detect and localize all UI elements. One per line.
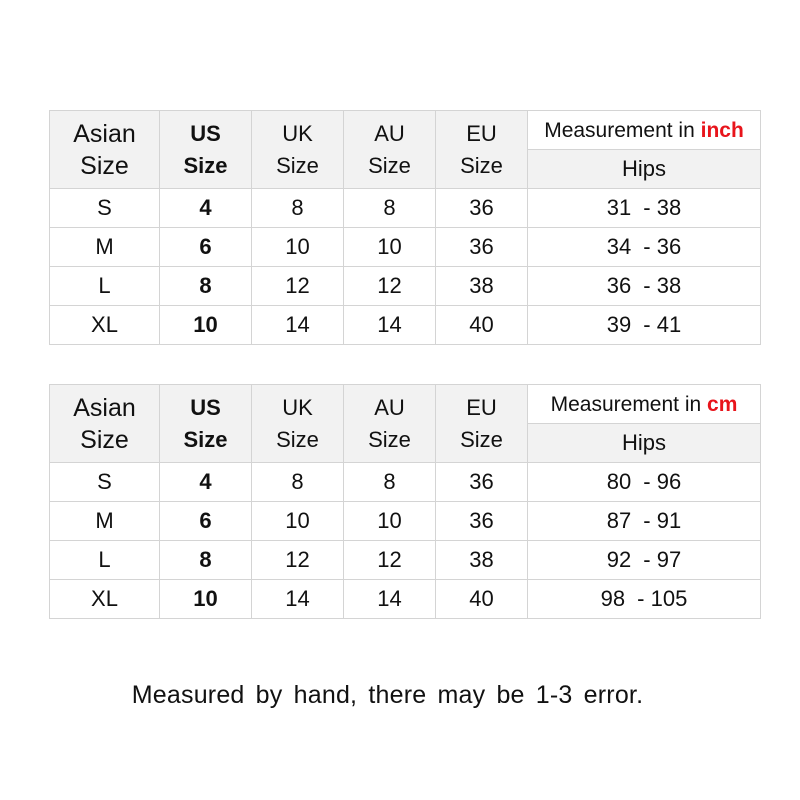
hips-range-cell: 36 - 38: [528, 267, 761, 306]
eu-size-cell: 36: [436, 189, 528, 228]
eu-size-cell: 36: [436, 463, 528, 502]
hips-range-cell: 31 - 38: [528, 189, 761, 228]
asian-size-cell: XL: [50, 580, 160, 619]
us-size-cell: 6: [160, 502, 252, 541]
eu-size-header: EU Size: [436, 385, 528, 463]
uk-size-cell: 12: [252, 541, 344, 580]
au-size-cell: 8: [344, 189, 436, 228]
uk-size-cell: 10: [252, 502, 344, 541]
uk-size-cell: 14: [252, 580, 344, 619]
au-size-cell: 8: [344, 463, 436, 502]
unit-label: cm: [707, 392, 738, 416]
uk-size-header: UK Size: [252, 111, 344, 189]
asian-size-cell: M: [50, 502, 160, 541]
uk-size-cell: 8: [252, 189, 344, 228]
au-size-cell: 12: [344, 541, 436, 580]
au-size-header: AU Size: [344, 111, 436, 189]
header-row: [50, 111, 761, 150]
asian-size-cell: S: [50, 189, 160, 228]
table-row: [50, 502, 761, 541]
table-row: [50, 541, 761, 580]
hips-range-cell: 80 - 96: [528, 463, 761, 502]
eu-size-cell: 38: [436, 541, 528, 580]
us-size-header: US Size: [160, 111, 252, 189]
table-row: [50, 228, 761, 267]
measurement-note: Measured by hand, there may be 1-3 error.: [131, 681, 644, 709]
eu-size-cell: 38: [436, 267, 528, 306]
size-chart-inch: [49, 110, 761, 345]
hips-range-cell: 34 - 36: [528, 228, 761, 267]
asian-size-header: Asian Size: [50, 385, 160, 463]
au-size-cell: 10: [344, 228, 436, 267]
au-size-header: AU Size: [344, 385, 436, 463]
us-size-cell: 8: [160, 267, 252, 306]
hips-range-cell: 87 - 91: [528, 502, 761, 541]
us-size-cell: 10: [160, 580, 252, 619]
us-size-cell: 4: [160, 189, 252, 228]
eu-size-cell: 36: [436, 502, 528, 541]
us-size-cell: 10: [160, 306, 252, 345]
uk-size-cell: 8: [252, 463, 344, 502]
eu-size-cell: 40: [436, 580, 528, 619]
us-size-cell: 8: [160, 541, 252, 580]
asian-size-header: Asian Size: [50, 111, 160, 189]
table-row: [50, 306, 761, 345]
size-chart-cm: [49, 384, 761, 619]
hips-range-cell: 39 - 41: [528, 306, 761, 345]
table-row: [50, 463, 761, 502]
uk-size-cell: 14: [252, 306, 344, 345]
table-row: [50, 580, 761, 619]
uk-size-header: UK Size: [252, 385, 344, 463]
asian-size-cell: M: [50, 228, 160, 267]
hips-header: Hips: [528, 150, 761, 189]
us-size-header: US Size: [160, 385, 252, 463]
au-size-cell: 10: [344, 502, 436, 541]
au-size-cell: 12: [344, 267, 436, 306]
unit-label: inch: [700, 118, 744, 142]
asian-size-cell: L: [50, 541, 160, 580]
us-size-cell: 6: [160, 228, 252, 267]
hips-range-cell: 98 - 105: [528, 580, 761, 619]
uk-size-cell: 12: [252, 267, 344, 306]
measurement-header: Measurement in cm: [528, 385, 761, 424]
eu-size-cell: 40: [436, 306, 528, 345]
us-size-cell: 4: [160, 463, 252, 502]
header-row: [50, 385, 761, 424]
au-size-cell: 14: [344, 580, 436, 619]
asian-size-cell: S: [50, 463, 160, 502]
hips-range-cell: 92 - 97: [528, 541, 761, 580]
au-size-cell: 14: [344, 306, 436, 345]
table-row: [50, 189, 761, 228]
hips-header: Hips: [528, 424, 761, 463]
eu-size-cell: 36: [436, 228, 528, 267]
measurement-header: Measurement in inch: [528, 111, 761, 150]
asian-size-cell: L: [50, 267, 160, 306]
uk-size-cell: 10: [252, 228, 344, 267]
asian-size-cell: XL: [50, 306, 160, 345]
eu-size-header: EU Size: [436, 111, 528, 189]
table-row: [50, 267, 761, 306]
